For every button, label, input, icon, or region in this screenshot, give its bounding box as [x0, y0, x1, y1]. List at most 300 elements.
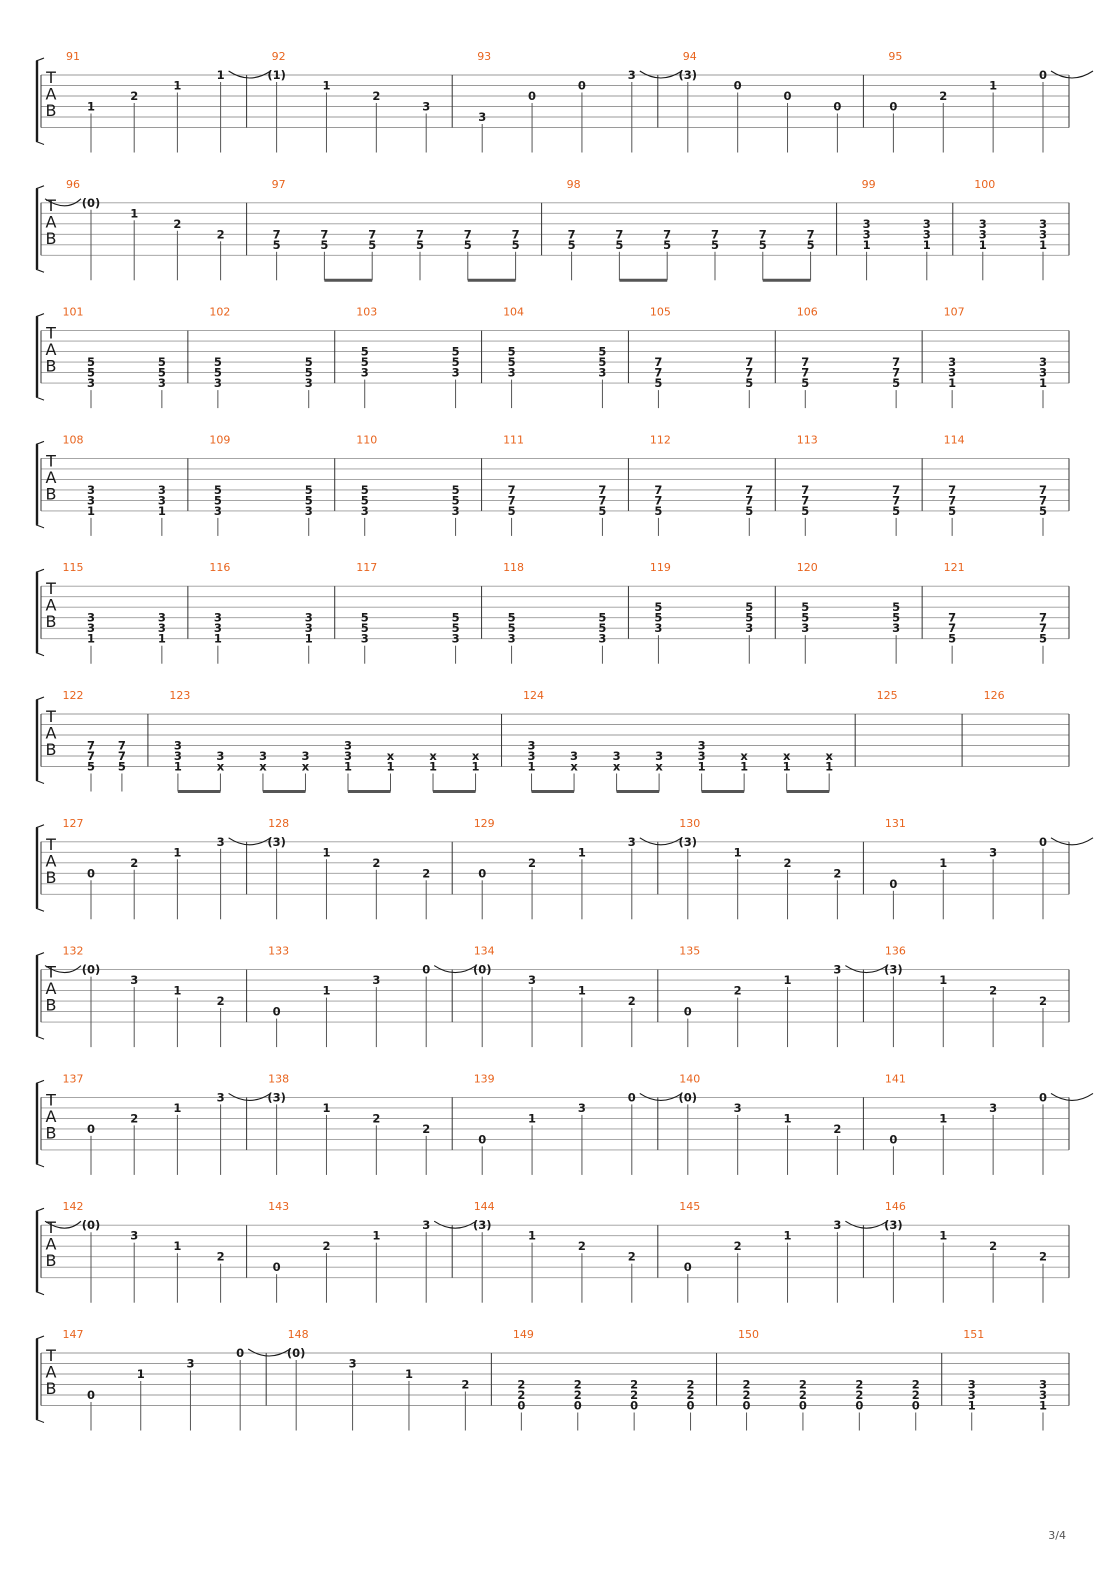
fret-number: 7 — [654, 365, 663, 380]
fret-number: 5 — [892, 503, 901, 518]
fret-number: 2 — [939, 89, 948, 103]
fret-number: 2 — [742, 1377, 751, 1392]
system-bracket-bottom-hook — [36, 1420, 44, 1423]
fret-number: 1 — [322, 983, 331, 998]
fret-number: 7 — [272, 227, 281, 242]
fret-number: 3 — [1038, 216, 1048, 231]
fret-number: 0 — [630, 1398, 639, 1413]
fret-number: 3 — [978, 227, 987, 242]
measure-number: 128 — [268, 816, 290, 830]
fret-number: 3 — [451, 631, 460, 646]
fret-number: 3 — [86, 482, 96, 497]
tab-clef-letter: T — [46, 1218, 56, 1238]
fret-number: 7 — [654, 482, 663, 497]
tab-clef-letter: T — [46, 1090, 56, 1110]
tab-clef-letter: B — [45, 1379, 57, 1398]
fret-number: 3 — [528, 973, 537, 988]
fret-number: 3 — [627, 68, 636, 82]
system-bracket-top-hook — [36, 1080, 44, 1083]
measure-number: 108 — [62, 433, 84, 447]
fret-number: 2 — [517, 1388, 526, 1402]
measure-number: 121 — [943, 561, 965, 575]
fret-number: (3) — [678, 68, 698, 82]
fret-number: 1 — [216, 68, 225, 82]
fret-number: 7 — [1038, 621, 1048, 636]
fret-number: 2 — [798, 1377, 807, 1392]
system-bracket-bottom-hook — [36, 397, 44, 400]
fret-number: 1 — [471, 759, 480, 774]
fret-number: 1 — [173, 759, 182, 774]
fret-number: 1 — [783, 1228, 792, 1243]
fret-number: x — [386, 749, 395, 763]
fret-number: 0 — [478, 1132, 487, 1147]
fret-number: 5 — [451, 493, 460, 508]
fret-number: (0) — [286, 1346, 306, 1360]
fret-number: 5 — [507, 344, 516, 359]
fret-number: 3 — [304, 621, 313, 636]
tab-clef-letter: A — [45, 467, 57, 487]
fret-number: 3 — [862, 216, 871, 231]
fret-number: 5 — [892, 610, 901, 625]
fret-number: 7 — [507, 493, 516, 508]
fret-number: 7 — [892, 482, 901, 497]
fret-number: 2 — [173, 216, 182, 231]
fret-number: 5 — [507, 621, 516, 636]
fret-number: 5 — [304, 365, 313, 380]
tab-clef-letter: T — [46, 1346, 56, 1365]
fret-number: 3 — [892, 621, 901, 636]
tie-arc — [1051, 71, 1093, 78]
fret-number: 5 — [507, 503, 516, 518]
tab-clef-letter: B — [45, 228, 57, 248]
measure-number: 101 — [62, 305, 84, 319]
fret-number: (0) — [472, 962, 492, 977]
measure-number: 119 — [649, 561, 671, 575]
measure-number: 116 — [209, 561, 231, 575]
fret-number: 0 — [86, 866, 96, 881]
system-bracket-bottom-hook — [36, 142, 44, 145]
fret-number: 3 — [1038, 227, 1048, 242]
fret-number: 2 — [422, 1121, 431, 1136]
fret-number: 1 — [343, 759, 352, 774]
measure-number: 138 — [268, 1072, 290, 1086]
system-bracket-top-hook — [36, 569, 44, 572]
fret-number: 3 — [507, 631, 516, 646]
fret-number: 1 — [528, 1228, 537, 1243]
measure-number: 95 — [888, 50, 903, 63]
fret-number: 2 — [833, 866, 842, 881]
measure-number: 144 — [473, 1200, 495, 1214]
fret-number: 1 — [86, 503, 96, 518]
tab-clef-letter: A — [45, 340, 57, 360]
fret-number: 0 — [528, 89, 537, 103]
fret-number: 1 — [783, 1111, 792, 1126]
tie-arc — [845, 966, 887, 973]
fret-number: x — [429, 749, 437, 763]
measure-number: 98 — [566, 177, 581, 191]
fret-number: 2 — [372, 855, 381, 870]
measure-number: 139 — [473, 1072, 495, 1086]
fret-number: 3 — [922, 216, 931, 231]
fret-number: 7 — [745, 355, 754, 370]
fret-number: 3 — [186, 1356, 195, 1371]
fret-number: 1 — [939, 1111, 948, 1126]
fret-number: 2 — [517, 1377, 526, 1392]
fret-number: 0 — [1038, 1090, 1048, 1105]
fret-number: 7 — [654, 493, 663, 508]
fret-number: 3 — [86, 493, 96, 508]
measure-number: 118 — [503, 561, 525, 575]
fret-number: 7 — [86, 738, 96, 753]
fret-number: 0 — [517, 1398, 526, 1413]
fret-number: 5 — [451, 344, 460, 359]
fret-number: 3 — [422, 1218, 431, 1233]
fret-number: 0 — [272, 1004, 281, 1019]
fret-number: 1 — [697, 759, 706, 774]
fret-number: 7 — [1038, 493, 1048, 508]
fret-number: 3 — [157, 493, 166, 508]
measure-number: 112 — [649, 433, 671, 447]
fret-number: 3 — [86, 621, 96, 636]
fret-number: 0 — [833, 99, 842, 114]
fret-number: 7 — [598, 482, 607, 497]
page-number: 3/4 — [1048, 1529, 1066, 1542]
fret-number: 0 — [798, 1398, 807, 1413]
measure-number: 142 — [62, 1200, 84, 1214]
fret-number: 5 — [567, 237, 576, 252]
fret-number: 3 — [577, 1100, 586, 1115]
fret-number: 7 — [892, 493, 901, 508]
fret-number: 5 — [948, 631, 957, 646]
fret-number: 7 — [117, 749, 126, 763]
fret-number: 2 — [733, 1239, 742, 1254]
fret-number: 5 — [360, 610, 369, 625]
fret-number: 5 — [304, 355, 313, 370]
fret-number: (3) — [678, 834, 698, 849]
measure-number: 91 — [66, 50, 80, 63]
fret-number: 1 — [922, 237, 931, 252]
fret-number: 1 — [948, 376, 957, 391]
measure-number: 126 — [983, 689, 1005, 702]
fret-number: 5 — [213, 355, 222, 370]
fret-number: 1 — [173, 1239, 182, 1254]
fret-number: 5 — [157, 355, 166, 370]
fret-number: 3 — [967, 1377, 976, 1392]
fret-number: 7 — [892, 355, 901, 370]
fret-number: 1 — [782, 759, 791, 774]
fret-number: 3 — [527, 738, 536, 753]
measure-number: 106 — [796, 305, 818, 319]
fret-number: 2 — [783, 855, 792, 870]
fret-number: x — [612, 759, 621, 774]
tie-arc — [229, 1093, 271, 1100]
fret-number: 3 — [697, 749, 706, 763]
fret-number: 3 — [801, 621, 810, 636]
fret-number: 5 — [745, 376, 754, 391]
fret-number: 1 — [173, 78, 182, 93]
fret-number: 5 — [157, 365, 166, 380]
fret-number: 1 — [322, 78, 331, 93]
fret-number: 5 — [745, 600, 754, 615]
fret-number: (1) — [267, 68, 286, 82]
measure-number: 135 — [679, 944, 701, 958]
measure-number: 133 — [268, 944, 290, 958]
fret-number: 1 — [939, 855, 948, 870]
fret-number: 5 — [213, 482, 222, 497]
measure-number: 137 — [62, 1072, 84, 1086]
fret-number: 3 — [422, 99, 431, 114]
fret-number: 1 — [740, 759, 749, 774]
fret-number: 7 — [892, 365, 901, 380]
fret-number: 3 — [173, 738, 182, 753]
tab-clef-letter: B — [45, 612, 57, 632]
tie-arc — [229, 71, 271, 78]
fret-number: 7 — [948, 493, 957, 508]
measure-number: 109 — [209, 433, 231, 447]
fret-number: 5 — [117, 759, 126, 774]
fret-number: 5 — [654, 376, 663, 391]
measure-number: 123 — [169, 689, 191, 702]
system-bracket-top-hook — [36, 697, 44, 700]
fret-number: x — [471, 749, 480, 763]
fret-number: 7 — [745, 482, 754, 497]
system-bracket-bottom-hook — [36, 1164, 44, 1167]
fret-number: 0 — [889, 1132, 898, 1147]
measure-number: 93 — [477, 50, 492, 63]
fret-number: 3 — [157, 376, 166, 391]
system-bracket-top-hook — [36, 1336, 44, 1339]
fret-number: 1 — [157, 503, 166, 518]
fret-number: 2 — [627, 1249, 636, 1264]
fret-number: 2 — [216, 227, 225, 242]
fret-number: 3 — [301, 749, 310, 763]
fret-number: 2 — [573, 1377, 582, 1392]
fret-number: 0 — [733, 78, 742, 93]
fret-number: 3 — [1038, 365, 1048, 380]
fret-number: (0) — [81, 1218, 101, 1233]
fret-number: 0 — [889, 876, 898, 891]
fret-number: 7 — [801, 355, 810, 370]
fret-number: 5 — [415, 237, 425, 252]
tab-clef-letter: A — [45, 723, 57, 743]
fret-number: 5 — [463, 237, 472, 252]
fret-number: 5 — [654, 503, 663, 518]
fret-number: 7 — [801, 482, 810, 497]
fret-number: 2 — [833, 1121, 842, 1136]
fret-number: 0 — [577, 78, 586, 93]
measure-number: 150 — [738, 1328, 760, 1341]
measure-number: 124 — [523, 689, 545, 702]
fret-number: 1 — [322, 845, 331, 860]
fret-number: 2 — [855, 1377, 864, 1392]
measure-number: 92 — [271, 50, 286, 63]
tab-clef-letter: A — [45, 1234, 57, 1254]
fret-number: 0 — [683, 1004, 692, 1019]
fret-number: 3 — [1038, 355, 1048, 370]
tab-clef-letter: B — [45, 995, 57, 1015]
measure-number: 120 — [796, 561, 818, 575]
fret-number: 1 — [733, 845, 742, 860]
fret-number: 3 — [157, 610, 166, 625]
tie-arc — [845, 1221, 887, 1228]
fret-number: 1 — [1038, 1398, 1048, 1413]
fret-number: 1 — [173, 845, 182, 860]
fret-number: 2 — [630, 1377, 639, 1392]
tie-arc — [434, 966, 476, 973]
fret-number: 3 — [360, 365, 369, 380]
fret-number: 2 — [130, 89, 139, 103]
fret-number: 2 — [742, 1388, 751, 1402]
measure-number: 94 — [682, 50, 697, 63]
tab-clef-letter: A — [45, 595, 57, 615]
fret-number: 1 — [825, 759, 834, 774]
fret-number: 3 — [130, 1228, 139, 1243]
fret-number: 1 — [1038, 376, 1048, 391]
fret-number: 1 — [173, 983, 182, 998]
tab-clef-letter: B — [45, 356, 57, 376]
fret-number: 0 — [783, 89, 792, 103]
fret-number: x — [655, 759, 663, 774]
system-bracket-bottom-hook — [36, 525, 44, 528]
fret-number: 7 — [567, 227, 576, 242]
fret-number: 5 — [304, 482, 313, 497]
fret-number: 3 — [654, 621, 663, 636]
fret-number: 3 — [833, 962, 842, 977]
tab-clef-letter: B — [45, 1251, 57, 1271]
fret-number: 5 — [654, 600, 663, 615]
fret-number: 3 — [862, 227, 871, 242]
fret-number: 1 — [577, 983, 586, 998]
measure-number: 100 — [974, 177, 996, 191]
fret-number: 2 — [911, 1377, 920, 1392]
fret-number: 5 — [360, 482, 369, 497]
fret-number: 2 — [798, 1388, 807, 1402]
fret-number: 0 — [683, 1260, 692, 1275]
tie-arc — [434, 1221, 476, 1228]
fret-number: 1 — [783, 973, 792, 988]
fret-number: 7 — [758, 227, 767, 242]
measure-number: 132 — [62, 944, 84, 958]
system-bracket-top-hook — [36, 825, 44, 828]
tie-arc — [248, 1349, 290, 1356]
fret-number: x — [740, 749, 748, 763]
fret-number: 3 — [304, 610, 313, 625]
fret-number: 5 — [320, 237, 329, 252]
fret-number: 3 — [360, 503, 369, 518]
fret-number: 3 — [343, 738, 352, 753]
measure-number: 110 — [356, 433, 378, 447]
fret-number: 2 — [630, 1388, 639, 1402]
fret-number: 5 — [360, 355, 369, 370]
fret-number: 3 — [598, 365, 607, 380]
fret-number: 3 — [258, 749, 267, 763]
fret-number: 7 — [801, 493, 810, 508]
fret-number: 3 — [216, 1090, 225, 1105]
measure-number: 129 — [473, 816, 495, 830]
fret-number: 3 — [451, 503, 460, 518]
fret-number: (0) — [81, 962, 101, 977]
system-bracket-bottom-hook — [36, 1292, 44, 1295]
fret-number: 3 — [360, 631, 369, 646]
fret-number: 7 — [615, 227, 624, 242]
fret-number: x — [570, 759, 578, 774]
tie-arc — [640, 1093, 682, 1100]
fret-number: 3 — [833, 1218, 842, 1233]
measure-number: 140 — [679, 1072, 701, 1086]
fret-number: 7 — [415, 227, 425, 242]
fret-number: 3 — [86, 376, 96, 391]
fret-number: 1 — [86, 631, 96, 646]
fret-number: x — [216, 759, 225, 774]
fret-number: 0 — [422, 962, 431, 977]
fret-number: 7 — [1038, 610, 1048, 625]
fret-number: 2 — [528, 855, 537, 870]
fret-number: 1 — [429, 759, 438, 774]
fret-number: 5 — [710, 237, 719, 252]
fret-number: 2 — [130, 855, 139, 870]
tab-clef-letter: T — [46, 323, 56, 343]
fret-number: 0 — [86, 1121, 96, 1136]
fret-number: 3 — [1038, 1377, 1048, 1392]
fret-number: 3 — [1038, 1388, 1048, 1402]
fret-number: 7 — [948, 610, 957, 625]
measure-number: 149 — [512, 1328, 534, 1341]
tab-clef-letter: A — [45, 851, 57, 871]
fret-number: 5 — [948, 503, 957, 518]
fret-number: 5 — [451, 621, 460, 636]
fret-number: 1 — [136, 1367, 145, 1381]
fret-number: 5 — [86, 759, 96, 774]
fret-number: 3 — [216, 834, 225, 849]
fret-number: 0 — [686, 1398, 695, 1413]
fret-number: 1 — [577, 845, 586, 860]
fret-number: 5 — [360, 621, 369, 636]
fret-number: 2 — [461, 1377, 470, 1392]
system-bracket-bottom-hook — [36, 781, 44, 784]
fret-number: 5 — [745, 503, 754, 518]
system-bracket-bottom-hook — [36, 653, 44, 656]
fret-number: 5 — [272, 237, 281, 252]
tab-clef-letter: B — [45, 867, 57, 887]
measure-number: 125 — [876, 689, 898, 702]
fret-number: 3 — [612, 749, 621, 763]
fret-number: 5 — [598, 355, 607, 370]
fret-number: 1 — [939, 973, 948, 988]
tab-clef-letter: A — [45, 1362, 57, 1382]
measure-number: 111 — [503, 433, 525, 447]
measure-number: 148 — [287, 1328, 309, 1341]
fret-number: 7 — [511, 227, 520, 242]
fret-number: 0 — [742, 1398, 751, 1413]
fret-number: 2 — [577, 1239, 586, 1254]
fret-number: 3 — [733, 1100, 742, 1115]
system-bracket-top-hook — [36, 953, 44, 956]
tab-clef-letter: T — [46, 195, 56, 215]
fret-number: 2 — [627, 994, 636, 1009]
fret-number: 5 — [507, 610, 516, 625]
fret-number: 0 — [889, 99, 898, 114]
fret-number: 5 — [758, 237, 767, 252]
tab-clef-letter: A — [45, 84, 57, 104]
fret-number: 1 — [1038, 237, 1048, 252]
fret-number: 3 — [967, 1388, 976, 1402]
fret-number: 1 — [372, 1228, 381, 1243]
measure-number: 96 — [66, 177, 80, 191]
measure-number: 151 — [963, 1328, 985, 1341]
fret-number: 5 — [806, 237, 815, 252]
fret-number: 5 — [1038, 503, 1048, 518]
tab-clef-letter: T — [46, 68, 56, 87]
